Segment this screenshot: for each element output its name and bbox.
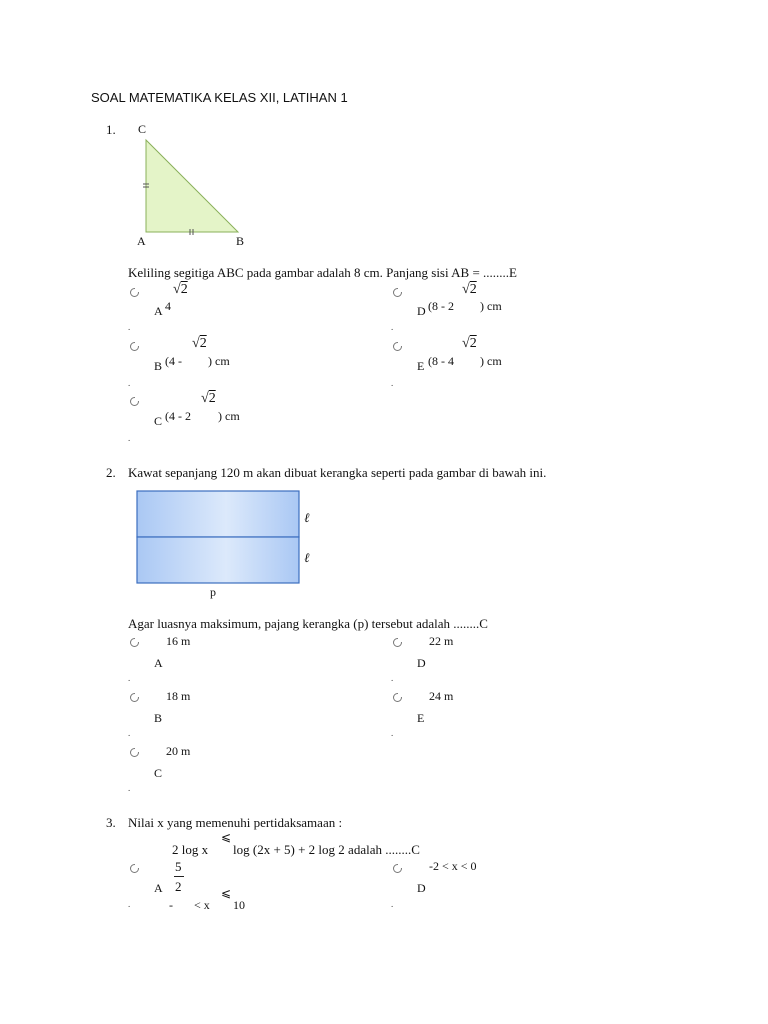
q2-option-a-radio[interactable] xyxy=(130,638,139,647)
q1-option-e-sqrt: √2 xyxy=(462,336,477,351)
q2-option-d-marker: . xyxy=(391,673,394,683)
q1-option-a-pre: 4 xyxy=(165,299,171,313)
q2-option-a-marker: . xyxy=(128,673,131,683)
q2-option-d-radio[interactable] xyxy=(393,638,402,647)
q1-option-c-radio[interactable] xyxy=(130,397,139,406)
q3-inequality-left: 2 log x xyxy=(172,842,209,857)
q3-inequality-symbol: ⩽ xyxy=(221,830,232,844)
q2-option-a-letter: A xyxy=(154,656,163,670)
q2-option-e-marker: . xyxy=(391,728,394,738)
q1-option-d-letter: D xyxy=(417,304,426,318)
q3-option-d-radio[interactable] xyxy=(393,864,402,873)
q2-prompt: Agar luasnya maksimum, pajang kerangka (p) tersebut adalah ........C xyxy=(128,616,488,631)
q2-option-c-marker: . xyxy=(128,783,131,793)
q1-option-c-marker: . xyxy=(128,433,131,443)
q1-option-a-letter: A xyxy=(154,304,163,318)
q1-option-b-root: 2 xyxy=(199,336,207,351)
q1-triangle-figure xyxy=(130,120,260,250)
q1-option-e-marker: . xyxy=(391,378,394,388)
q1-option-c-letter: C xyxy=(154,414,163,428)
q1-option-e-root: 2 xyxy=(469,336,477,351)
q1-question: Keliling segitiga ABC pada gambar adalah 8 cm. Panjang sisi AB = ........E xyxy=(128,265,517,280)
q1-option-b-letter: B xyxy=(154,359,163,373)
q2-option-e-letter: E xyxy=(417,711,425,725)
q1-option-a-marker: . xyxy=(128,322,131,332)
q1-option-c-pre: (4 - 2 xyxy=(165,409,191,423)
q2-frame-figure xyxy=(134,488,306,588)
q1-option-d-pre: (8 - 2 xyxy=(428,299,454,313)
q3-option-a-le: ⩽ xyxy=(221,886,232,900)
q1-option-a-radio[interactable] xyxy=(130,288,139,297)
q1-option-d-marker: . xyxy=(391,322,394,332)
q1-label-b: B xyxy=(236,234,245,248)
q2-option-c-radio[interactable] xyxy=(130,748,139,757)
q1-option-d-sqrt: √2 xyxy=(462,282,477,297)
q2-option-d-letter: D xyxy=(417,656,426,670)
q2-label-l1: ℓ xyxy=(304,510,310,525)
q1-number: 1. xyxy=(106,122,116,137)
q1-label-a: A xyxy=(137,234,146,248)
q3-option-a-minus: - xyxy=(169,898,173,912)
q2-option-b-letter: B xyxy=(154,711,163,725)
q1-option-d-radio[interactable] xyxy=(393,288,402,297)
page-title: SOAL MATEMATIKA KELAS XII, LATIHAN 1 xyxy=(91,90,348,105)
q3-question: Nilai x yang memenuhi pertidaksamaan : xyxy=(128,815,343,830)
q1-option-b-marker: . xyxy=(128,378,131,388)
q1-option-c-root: 2 xyxy=(208,391,216,406)
q1-option-d-post: ) cm xyxy=(480,299,502,313)
q2-option-e-radio[interactable] xyxy=(393,693,402,702)
q3-number: 3. xyxy=(106,815,116,830)
q3-option-a-upper: 10 xyxy=(233,898,245,912)
q2-label-p: p xyxy=(210,585,216,599)
q2-option-a-value: 16 m xyxy=(166,634,191,648)
q2-option-b-marker: . xyxy=(128,728,131,738)
q2-option-d-value: 22 m xyxy=(429,634,454,648)
q3-option-a-numerator: 5 xyxy=(175,859,182,874)
q1-option-a-root: 2 xyxy=(180,282,188,297)
q2-option-c-letter: C xyxy=(154,766,163,780)
q1-option-b-radio[interactable] xyxy=(130,342,139,351)
q1-option-b-pre: (4 - xyxy=(165,354,182,368)
q3-option-a-lt: < x xyxy=(194,898,210,912)
q2-label-l2: ℓ xyxy=(304,550,310,565)
q1-option-b-post: ) cm xyxy=(208,354,230,368)
q3-option-d-value: -2 < x < 0 xyxy=(429,859,477,873)
q3-option-a-fraction-bar xyxy=(174,876,184,877)
q1-option-c-sqrt: √2 xyxy=(201,391,216,406)
q1-option-e-post: ) cm xyxy=(480,354,502,368)
q2-option-e-value: 24 m xyxy=(429,689,454,703)
q3-inequality-right: log (2x + 5) + 2 log 2 adalah ........C xyxy=(233,842,420,857)
q3-option-a-denominator: 2 xyxy=(175,879,182,894)
q2-question: Kawat sepanjang 120 m akan dibuat kerangka seperti pada gambar di bawah ini. xyxy=(128,465,547,480)
q3-option-a-marker: . xyxy=(128,899,131,909)
q2-option-b-radio[interactable] xyxy=(130,693,139,702)
q1-option-e-letter: E xyxy=(417,359,425,373)
q2-option-b-value: 18 m xyxy=(166,689,191,703)
q3-option-a-radio[interactable] xyxy=(130,864,139,873)
q3-option-a-letter: A xyxy=(154,881,163,895)
q3-option-d-letter: D xyxy=(417,881,426,895)
q1-option-e-radio[interactable] xyxy=(393,342,402,351)
q1-option-e-pre: (8 - 4 xyxy=(428,354,454,368)
q3-option-d-marker: . xyxy=(391,899,394,909)
q1-option-c-post: ) cm xyxy=(218,409,240,423)
q1-label-c: C xyxy=(138,122,147,136)
q1-option-d-root: 2 xyxy=(469,282,477,297)
q1-option-b-sqrt: √2 xyxy=(192,336,207,351)
q2-number: 2. xyxy=(106,465,116,480)
q2-option-c-value: 20 m xyxy=(166,744,191,758)
q1-option-a-sqrt: √2 xyxy=(173,282,188,297)
